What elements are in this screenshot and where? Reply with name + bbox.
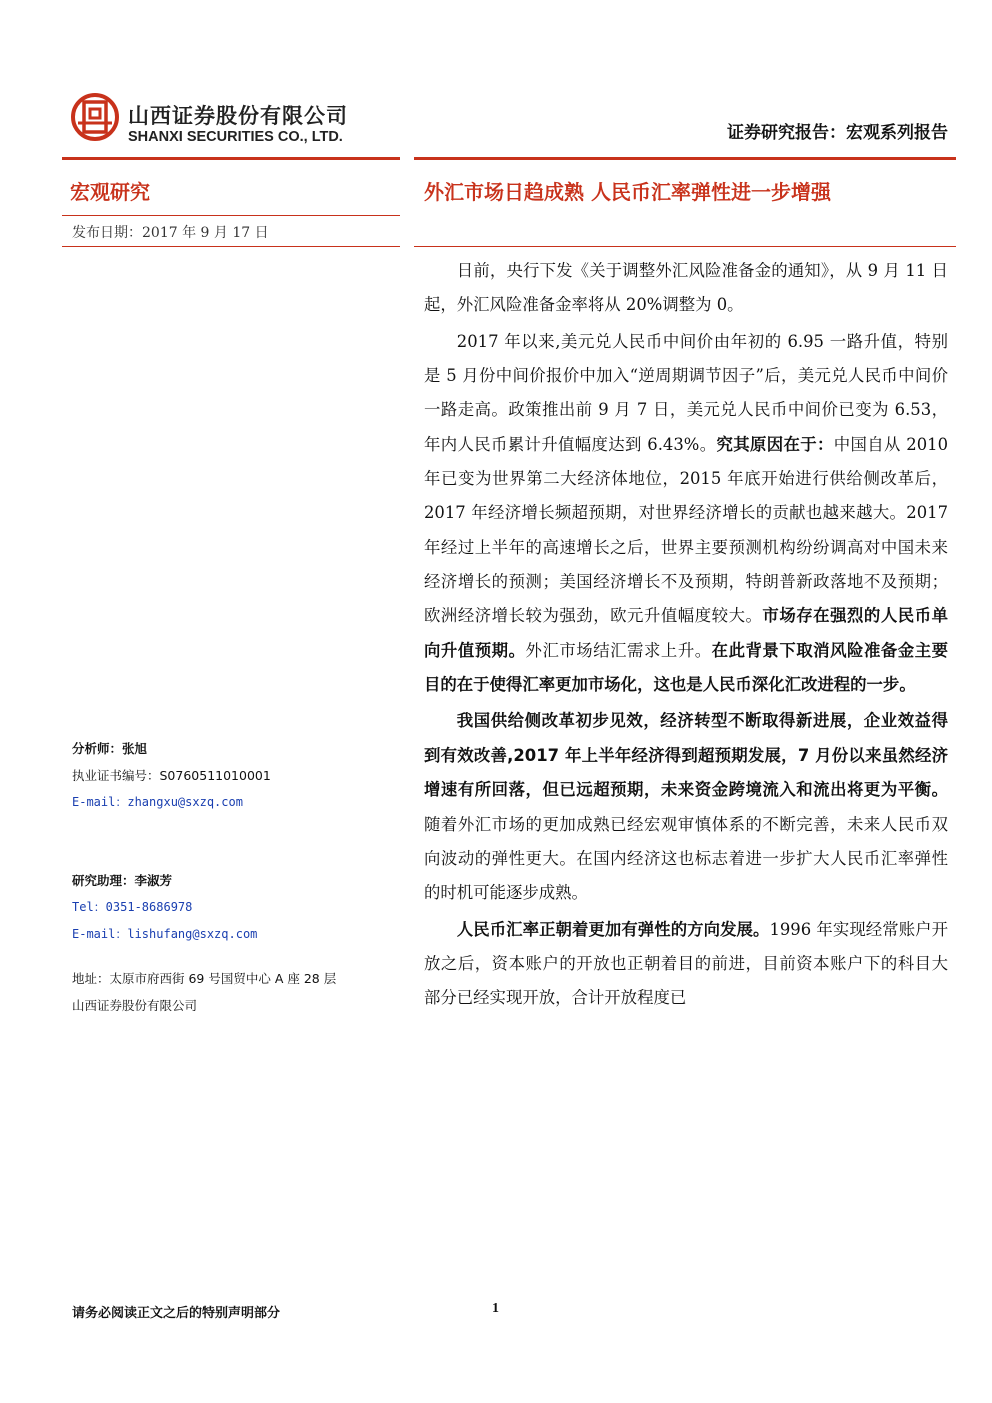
analyst-email[interactable]: E-mail：zhangxu@sxzq.com	[72, 795, 243, 809]
company-name-en: SHANXI SECURITIES CO., LTD.	[128, 129, 343, 145]
report-type: 证券研究报告：宏观系列报告	[727, 123, 948, 143]
report-body	[424, 254, 948, 1018]
assistant-email[interactable]: E-mail：lishufang@sxzq.com	[72, 926, 258, 941]
assistant-tel: Tel：0351-8686978	[72, 900, 193, 914]
analyst-cert: 执业证书编号：S0760511010001	[72, 767, 271, 783]
address-line: 地址：太原市府西街 69 号国贸中心 A 座 28 层	[72, 971, 337, 986]
address-company: 山西证券股份有限公司	[72, 997, 198, 1013]
paragraph: 2017 年以来,美元兑人民币中间价由年初的 6.95 一路升值，特别是 5 月份中间价报价中加入“逆周期调节因子”后，美元兑人民币中间价一路走高。政策推出前 9 月 7 日，美元兑人民币中间价已变为 6.53，年内人民币累计升值幅度达到 6.43%。究其原因在于：中国自从 2010 年已变为世界第二大经济体地位，2015 年底开始进行供给侧改革后，2017 年经济增长频超预期，对世界经济增长的贡献也越来越大。2017 年经过上半年的高速增长之后，世界主要预测机构纷纷调高对中国未来经济增长的预测；美国经济增长不及预期，特朗普新政落地不及预期；欧洲经济增长较为强劲，欧元升值幅度较大。市场存在强烈的人民币单向升值预期。外汇市场结汇需求上升。在此背景下取消风险准备金主要目的在于使得汇率更加市场化，这也是人民币深化汇改进程的一步。	[424, 331, 949, 695]
header-divider-left	[62, 157, 400, 160]
paragraph: 人民币汇率正朝着更加有弹性的方向发展。1996 年实现经常账户开放之后，资本账户的开放也正朝着目的前进，目前资本账户下的科目大部分已经实现开放，合计开放程度已	[424, 919, 948, 1008]
date-divider	[62, 246, 400, 247]
headline-divider	[414, 246, 956, 247]
paragraph: 日前，央行下发《关于调整外汇风险准备金的通知》，从 9 月 11 日起，外汇风险准备金率将从 20%调整为 0。	[424, 261, 948, 315]
paragraph: 我国供给侧改革初步见效，经济转型不断取得新进展，企业效益得到有效改善,2017 年上半年经济得到超预期发展，7 月份以来虽然经济增速有所回落，但已远超预期，未来资金跨境流入和流出将更为平衡。随着外汇市场的更加成熟已经宏观审慎体系的不断完善，未来人民币双向波动的弹性更大。在国内经济这也标志着进一步扩大人民币汇率弹性的时机可能逐步成熟。	[424, 711, 948, 903]
section-divider	[62, 215, 400, 216]
disclaimer-note: 请务必阅读正文之后的特别声明部分	[72, 1306, 281, 1321]
report-headline: 外汇市场日趋成熟 人民币汇率弹性进一步增强	[424, 180, 831, 204]
analyst-name: 分析师：张旭	[72, 741, 148, 756]
assistant-name: 研究助理：李淑芳	[72, 872, 173, 888]
contact-column	[72, 736, 392, 1019]
header-divider-right	[414, 157, 956, 160]
page-number: 1	[492, 1301, 499, 1316]
company-logo-icon	[70, 92, 120, 142]
company-name-cn: 山西证券股份有限公司	[128, 104, 348, 128]
publish-date: 发布日期：2017 年 9 月 17 日	[72, 225, 269, 241]
section-title: 宏观研究	[70, 180, 150, 204]
